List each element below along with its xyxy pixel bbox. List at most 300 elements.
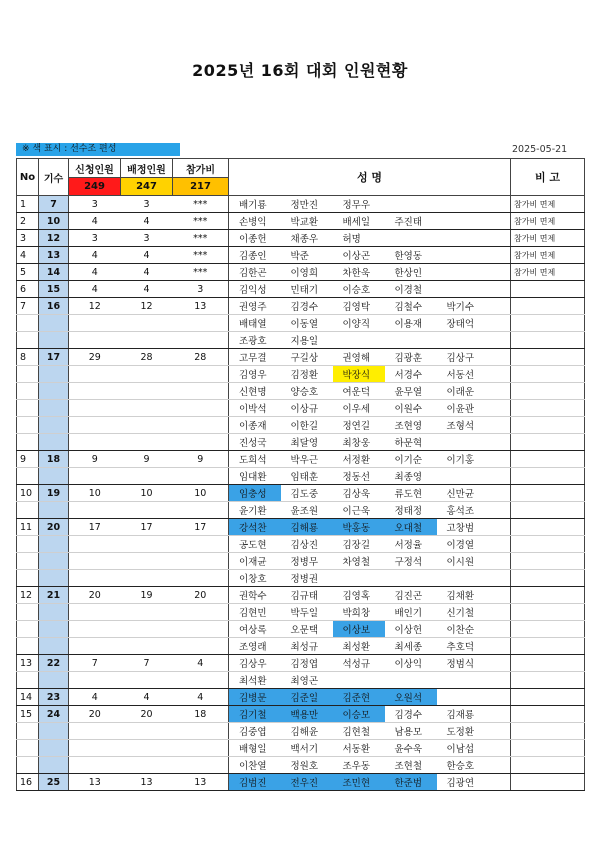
member-name: 정범식 [437, 655, 511, 672]
apply-count: 4 [69, 213, 121, 230]
member-name: 도정환 [437, 723, 511, 740]
member-name [333, 570, 385, 587]
table-row [17, 587, 585, 604]
assign-count-blank [121, 468, 173, 485]
member-name: 조현철 [385, 757, 437, 774]
member-name: 이창호 [229, 570, 281, 587]
fee-count-blank [173, 366, 229, 383]
remark-cell-blank [511, 315, 585, 332]
member-name: 서정율 [385, 536, 437, 553]
member-name: 류도현 [385, 485, 437, 502]
table-row [17, 383, 585, 400]
member-name: 정연길 [333, 417, 385, 434]
member-name: 이재균 [229, 553, 281, 570]
member-name: 최종영 [385, 468, 437, 485]
member-name: 이경열 [437, 536, 511, 553]
gisu-cell-blank [39, 621, 69, 638]
table-row [17, 400, 585, 417]
member-name: 서경수 [385, 366, 437, 383]
member-name [385, 332, 437, 349]
member-name: 김채환 [437, 587, 511, 604]
apply-count-blank [69, 417, 121, 434]
apply-count-blank [69, 434, 121, 451]
remark-cell [511, 774, 585, 791]
total-fee: 217 [173, 178, 229, 196]
member-name [437, 264, 511, 281]
apply-count-blank [69, 553, 121, 570]
member-name: 윤수욱 [385, 740, 437, 757]
member-name: 윤조원 [281, 502, 333, 519]
member-name: 이찬순 [437, 621, 511, 638]
remark-cell-blank [511, 400, 585, 417]
member-name: 김철수 [385, 298, 437, 315]
member-name: 진성국 [229, 434, 281, 451]
member-name [437, 672, 511, 689]
apply-count: 17 [69, 519, 121, 536]
gisu-cell-blank [39, 638, 69, 655]
remark-cell-blank [511, 570, 585, 587]
member-name: 서동선 [437, 366, 511, 383]
member-name: 백용만 [281, 706, 333, 723]
member-name: 김경수 [385, 706, 437, 723]
gisu-cell: 19 [39, 485, 69, 502]
gisu-cell: 20 [39, 519, 69, 536]
row-number-blank [17, 400, 39, 417]
member-name: 이승호 [333, 281, 385, 298]
member-name: 한영동 [385, 247, 437, 264]
table-row [17, 468, 585, 485]
remark-cell-blank [511, 366, 585, 383]
roster-body [17, 196, 585, 791]
member-name: 이상익 [385, 655, 437, 672]
fee-count: 28 [173, 349, 229, 366]
member-name: 김익성 [229, 281, 281, 298]
row-number-blank [17, 621, 39, 638]
row-number-blank [17, 723, 39, 740]
member-name [385, 230, 437, 247]
assign-count: 7 [121, 655, 173, 672]
member-name: 김정환 [281, 366, 333, 383]
assign-count: 4 [121, 247, 173, 264]
remark-cell-blank [511, 502, 585, 519]
apply-count-blank [69, 570, 121, 587]
member-name: 이기순 [385, 451, 437, 468]
apply-count-blank [69, 383, 121, 400]
gisu-cell: 16 [39, 298, 69, 315]
gisu-cell: 7 [39, 196, 69, 213]
color-legend: ※ 색 표시 : 선수조 편성 [16, 143, 180, 156]
fee-count-blank [173, 502, 229, 519]
remark-cell [511, 706, 585, 723]
member-name: 여상록 [229, 621, 281, 638]
member-name: 김현민 [229, 604, 281, 621]
member-name: 도희석 [229, 451, 281, 468]
remark-cell-blank [511, 638, 585, 655]
assign-count-blank [121, 621, 173, 638]
member-name: 윤기환 [229, 502, 281, 519]
member-name: 김영우 [229, 366, 281, 383]
member-name: 김상우 [229, 655, 281, 672]
assign-count-blank [121, 434, 173, 451]
fee-count: 4 [173, 655, 229, 672]
member-name: 이상보 [333, 621, 385, 638]
row-number: 4 [17, 247, 39, 264]
member-name: 차한욱 [333, 264, 385, 281]
apply-count: 29 [69, 349, 121, 366]
member-name: 이찬열 [229, 757, 281, 774]
remark-cell-blank [511, 553, 585, 570]
member-name: 정병권 [281, 570, 333, 587]
fee-count: 20 [173, 587, 229, 604]
member-name: 이박석 [229, 400, 281, 417]
member-name: 정병무 [281, 553, 333, 570]
row-number-blank [17, 536, 39, 553]
member-name [437, 570, 511, 587]
assign-count-blank [121, 570, 173, 587]
remark-cell-blank [511, 383, 585, 400]
fee-count-blank [173, 315, 229, 332]
member-name: 이양직 [333, 315, 385, 332]
member-name: 차영철 [333, 553, 385, 570]
remark-cell-blank [511, 468, 585, 485]
member-name: 권영주 [229, 298, 281, 315]
assign-count: 28 [121, 349, 173, 366]
table-row [17, 281, 585, 298]
assign-count-blank [121, 740, 173, 757]
fee-count: *** [173, 264, 229, 281]
assign-count: 12 [121, 298, 173, 315]
fee-count: *** [173, 213, 229, 230]
member-name: 장태억 [437, 315, 511, 332]
member-name: 서정환 [333, 451, 385, 468]
gisu-cell: 12 [39, 230, 69, 247]
table-row [17, 332, 585, 349]
remark-cell [511, 485, 585, 502]
member-name: 양승호 [281, 383, 333, 400]
member-name [437, 196, 511, 213]
member-name: 이원수 [385, 400, 437, 417]
member-name [385, 196, 437, 213]
gisu-cell: 13 [39, 247, 69, 264]
member-name: 김준현 [333, 689, 385, 706]
gisu-cell-blank [39, 553, 69, 570]
member-name: 권영해 [333, 349, 385, 366]
header-assign: 배정인원 [121, 159, 173, 178]
gisu-cell: 22 [39, 655, 69, 672]
member-name: 한상인 [385, 264, 437, 281]
apply-count: 12 [69, 298, 121, 315]
table-row [17, 264, 585, 281]
remark-cell [511, 451, 585, 468]
fee-count-blank [173, 417, 229, 434]
member-name: 남용모 [385, 723, 437, 740]
member-name: 신만균 [437, 485, 511, 502]
member-name: 배기룡 [229, 196, 281, 213]
row-number: 16 [17, 774, 39, 791]
apply-count: 4 [69, 247, 121, 264]
remark-cell [511, 281, 585, 298]
row-number-blank [17, 434, 39, 451]
table-row [17, 740, 585, 757]
member-name: 하문혁 [385, 434, 437, 451]
member-name: 전우진 [281, 774, 333, 791]
member-name: 이경철 [385, 281, 437, 298]
member-name: 이승모 [333, 706, 385, 723]
gisu-cell-blank [39, 366, 69, 383]
assign-count: 19 [121, 587, 173, 604]
gisu-cell: 15 [39, 281, 69, 298]
assign-count-blank [121, 315, 173, 332]
member-name [437, 434, 511, 451]
gisu-cell: 14 [39, 264, 69, 281]
member-name: 추호덕 [437, 638, 511, 655]
total-apply: 249 [69, 178, 121, 196]
fee-count: 3 [173, 281, 229, 298]
table-row [17, 689, 585, 706]
row-number-blank [17, 740, 39, 757]
member-name: 배태열 [229, 315, 281, 332]
table-row [17, 502, 585, 519]
member-name: 최성규 [281, 638, 333, 655]
member-name: 박희창 [333, 604, 385, 621]
member-name: 김현철 [333, 723, 385, 740]
gisu-cell-blank [39, 383, 69, 400]
table-row [17, 536, 585, 553]
member-name [437, 281, 511, 298]
gisu-cell-blank [39, 740, 69, 757]
row-number-blank [17, 553, 39, 570]
member-name [437, 689, 511, 706]
gisu-cell: 18 [39, 451, 69, 468]
member-name: 김상욱 [333, 485, 385, 502]
apply-count-blank [69, 621, 121, 638]
remark-cell [511, 689, 585, 706]
apply-count: 4 [69, 264, 121, 281]
apply-count: 9 [69, 451, 121, 468]
gisu-cell-blank [39, 723, 69, 740]
remark-cell: 참가비 면제 [511, 230, 585, 247]
member-name: 조민현 [333, 774, 385, 791]
row-number-blank [17, 417, 39, 434]
member-name: 김영혹 [333, 587, 385, 604]
assign-count-blank [121, 672, 173, 689]
assign-count-blank [121, 604, 173, 621]
apply-count: 13 [69, 774, 121, 791]
member-name: 구정석 [385, 553, 437, 570]
header-no: No [17, 159, 39, 196]
fee-count: *** [173, 196, 229, 213]
assign-count: 4 [121, 689, 173, 706]
apply-count-blank [69, 400, 121, 417]
table-row [17, 349, 585, 366]
remark-cell-blank [511, 723, 585, 740]
table-row [17, 706, 585, 723]
remark-cell-blank [511, 332, 585, 349]
gisu-cell-blank [39, 502, 69, 519]
assign-count-blank [121, 383, 173, 400]
member-name: 이영희 [281, 264, 333, 281]
assign-count-blank [121, 502, 173, 519]
member-name: 이시원 [437, 553, 511, 570]
member-name: 최석환 [229, 672, 281, 689]
fee-count: 10 [173, 485, 229, 502]
remark-cell-blank [511, 434, 585, 451]
member-name: 이우세 [333, 400, 385, 417]
table-row [17, 621, 585, 638]
member-name: 신기철 [437, 604, 511, 621]
member-name: 공도현 [229, 536, 281, 553]
member-name: 배형일 [229, 740, 281, 757]
member-name: 김해윤 [281, 723, 333, 740]
fee-count: 17 [173, 519, 229, 536]
fee-count-blank [173, 740, 229, 757]
gisu-cell-blank [39, 434, 69, 451]
member-name: 김광훈 [385, 349, 437, 366]
assign-count: 3 [121, 196, 173, 213]
assign-count-blank [121, 400, 173, 417]
assign-count-blank [121, 723, 173, 740]
member-name: 신현명 [229, 383, 281, 400]
member-name: 권학수 [229, 587, 281, 604]
remark-cell: 참가비 면제 [511, 247, 585, 264]
member-name: 김종인 [229, 247, 281, 264]
assign-count-blank [121, 638, 173, 655]
member-name: 배인기 [385, 604, 437, 621]
remark-cell: 참가비 면제 [511, 264, 585, 281]
apply-count-blank [69, 366, 121, 383]
remark-cell [511, 349, 585, 366]
member-name: 오원석 [385, 689, 437, 706]
table-row [17, 723, 585, 740]
gisu-cell-blank [39, 672, 69, 689]
member-name: 박장식 [333, 366, 385, 383]
row-number-blank [17, 468, 39, 485]
assign-count-blank [121, 417, 173, 434]
fee-count-blank [173, 553, 229, 570]
row-number: 14 [17, 689, 39, 706]
member-name: 오대철 [385, 519, 437, 536]
member-name: 최세종 [385, 638, 437, 655]
member-name: 허명 [333, 230, 385, 247]
row-number: 12 [17, 587, 39, 604]
row-number: 8 [17, 349, 39, 366]
member-name [437, 230, 511, 247]
member-name: 강석찬 [229, 519, 281, 536]
apply-count-blank [69, 757, 121, 774]
row-number-blank [17, 502, 39, 519]
member-name: 박두일 [281, 604, 333, 621]
remark-cell [511, 587, 585, 604]
gisu-cell: 10 [39, 213, 69, 230]
table-row [17, 298, 585, 315]
table-row [17, 366, 585, 383]
member-name: 최성환 [333, 638, 385, 655]
member-name: 서동환 [333, 740, 385, 757]
gisu-cell-blank [39, 417, 69, 434]
apply-count-blank [69, 468, 121, 485]
fee-count-blank [173, 672, 229, 689]
fee-count-blank [173, 723, 229, 740]
member-name: 조현영 [385, 417, 437, 434]
member-name: 지용일 [281, 332, 333, 349]
gisu-cell-blank [39, 332, 69, 349]
remark-cell-blank [511, 536, 585, 553]
table-row [17, 213, 585, 230]
apply-count: 3 [69, 230, 121, 247]
assign-count: 4 [121, 281, 173, 298]
member-name: 김한곤 [229, 264, 281, 281]
apply-count-blank [69, 638, 121, 655]
table-row [17, 434, 585, 451]
apply-count-blank [69, 740, 121, 757]
member-name [333, 672, 385, 689]
assign-count-blank [121, 757, 173, 774]
fee-count-blank [173, 638, 229, 655]
member-name: 이상곤 [333, 247, 385, 264]
header-apply: 신청인원 [69, 159, 121, 178]
member-name: 구길상 [281, 349, 333, 366]
fee-count: 13 [173, 298, 229, 315]
member-name [437, 468, 511, 485]
fee-count: 9 [173, 451, 229, 468]
fee-count: *** [173, 247, 229, 264]
fee-count: *** [173, 230, 229, 247]
gisu-cell-blank [39, 315, 69, 332]
assign-count-blank [121, 332, 173, 349]
fee-count-blank [173, 332, 229, 349]
row-number: 15 [17, 706, 39, 723]
member-name: 박준 [281, 247, 333, 264]
table-row [17, 553, 585, 570]
apply-count: 3 [69, 196, 121, 213]
fee-count: 13 [173, 774, 229, 791]
member-name: 김재룡 [437, 706, 511, 723]
fee-count-blank [173, 383, 229, 400]
row-number-blank [17, 366, 39, 383]
header-remark: 비 고 [511, 159, 585, 196]
member-name: 이종재 [229, 417, 281, 434]
fee-count-blank [173, 536, 229, 553]
row-number-blank [17, 332, 39, 349]
row-number: 6 [17, 281, 39, 298]
row-number: 11 [17, 519, 39, 536]
table-row [17, 570, 585, 587]
assign-count-blank [121, 536, 173, 553]
row-number: 10 [17, 485, 39, 502]
member-name: 조광호 [229, 332, 281, 349]
table-row [17, 451, 585, 468]
gisu-cell: 17 [39, 349, 69, 366]
apply-count-blank [69, 604, 121, 621]
gisu-cell-blank [39, 757, 69, 774]
member-name: 이남섭 [437, 740, 511, 757]
member-name: 오문택 [281, 621, 333, 638]
member-name: 임충성 [229, 485, 281, 502]
row-number-blank [17, 383, 39, 400]
assign-count: 13 [121, 774, 173, 791]
fee-count-blank [173, 570, 229, 587]
row-number: 3 [17, 230, 39, 247]
assign-count: 4 [121, 264, 173, 281]
apply-count: 20 [69, 706, 121, 723]
apply-count: 10 [69, 485, 121, 502]
member-name: 정태정 [385, 502, 437, 519]
member-name: 조형석 [437, 417, 511, 434]
member-name [333, 332, 385, 349]
assign-count: 20 [121, 706, 173, 723]
member-name: 여운덕 [333, 383, 385, 400]
member-name: 김중엽 [229, 723, 281, 740]
